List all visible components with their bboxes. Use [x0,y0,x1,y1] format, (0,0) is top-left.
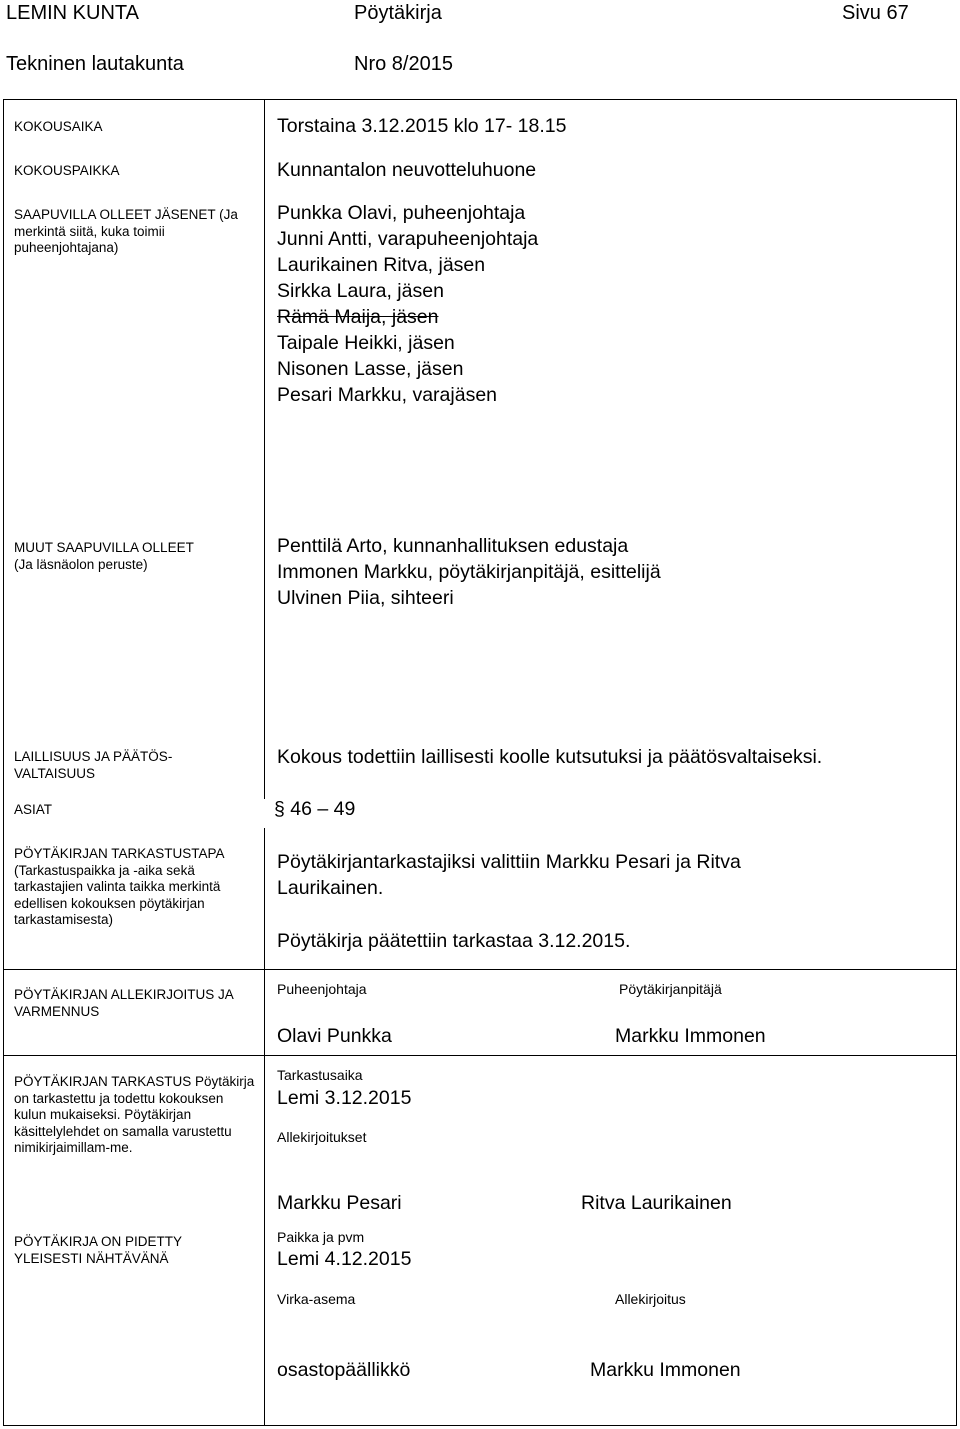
public-position-label: Virka-asema [277,1291,356,1307]
members-label: SAAPUVILLA OLLEET JÄSENET (Ja merkintä siitä, kuka toimii puheenjohtajana) [14,207,238,255]
other-item: Penttilä Arto, kunnanhallituksen edustaja [277,535,629,557]
row-divider-signature [3,969,957,970]
column-divider-bottom [264,828,265,1426]
meeting-place-label: KOKOUSPAIKKA [14,163,120,178]
meeting-time-label: KOKOUSAIKA [14,119,103,134]
review-method-label: PÖYTÄKIRJAN TARKASTUSTAPA (Tarkastuspaikka ja -aika sekä tarkastajien valinta taikka merkintä edellisen kokouksen pöytäkirjan tarkastamisesta) [14,846,224,927]
review-method-value-2: Pöytäkirja päätettiin tarkastaa 3.12.2015. [277,930,631,952]
review-method-value-1: Pöytäkirjantarkastajiksi valittiin Markku Pesari ja Ritva Laurikainen. [277,851,741,899]
public-signature-label: Allekirjoitus [615,1291,686,1307]
public-place-label: Paikka ja pvm [277,1229,365,1245]
org-name: LEMIN KUNTA [6,2,139,24]
others-label [14,540,194,573]
review-signatures-label: Allekirjoitukset [277,1129,367,1145]
member-item: Punkka Olavi, puheenjohtaja [277,202,526,224]
public-signature-value: Markku Immonen [590,1359,741,1381]
items-value: § 46 – 49 [274,798,356,820]
legality-label: LAILLISUUS JA PÄÄTÖS-VALTAISUUS [14,749,173,781]
other-item: Ulvinen Piia, sihteeri [277,587,454,609]
page-number: Sivu 67 [842,2,909,24]
review-time-value: Lemi 3.12.2015 [277,1087,412,1109]
members-list [277,200,538,408]
review-time-label: Tarkastusaika [277,1067,363,1083]
meeting-place-value: Kunnantalon neuvotteluhuone [277,159,537,181]
member-item: Taipale Heikki, jäsen [277,332,455,354]
review-label: PÖYTÄKIRJAN TARKASTUS Pöytäkirja on tarkastettu ja todettu kokouksen kulun mukaiseksi. Pöytäkirjan käsittelylehdet on samalla varustettu nimikirjaimillam-me. [14,1074,255,1155]
table-bottom-border [3,1425,957,1426]
member-item: Nisonen Lasse, jäsen [277,358,464,380]
chair-label: Puheenjohtaja [277,981,367,997]
table-left-border [3,99,4,1426]
review-signer-2: Ritva Laurikainen [581,1192,732,1214]
items-label: ASIAT [14,802,53,817]
legality-value: Kokous todettiin laillisesti koolle kutsutuksi ja päätösvaltaiseksi. [277,746,823,768]
member-item: Sirkka Laura, jäsen [277,280,444,302]
chair-name: Olavi Punkka [277,1025,392,1047]
secretary-name: Markku Immonen [615,1025,766,1047]
meeting-number: Nro 8/2015 [354,53,453,75]
doc-type: Pöytäkirja [354,2,442,24]
others-label-line: MUUT SAAPUVILLA OLLEET [14,540,194,555]
review-signer-1: Markku Pesari [277,1192,402,1214]
column-divider-top [264,99,265,799]
other-item: Immonen Markku, pöytäkirjanpitäjä, esittelijä [277,561,661,583]
member-item: Pesari Markku, varajäsen [277,384,498,406]
committee-name: Tekninen lautakunta [6,53,184,75]
meeting-time-value: Torstaina 3.12.2015 klo 17- 18.15 [277,115,567,137]
member-item: Laurikainen Ritva, jäsen [277,254,486,276]
member-item: Junni Antti, varapuheenjohtaja [277,228,539,250]
member-item-absent: Rämä Maija, jäsen [277,306,439,328]
others-list [277,533,661,611]
table-right-border [956,99,957,1426]
public-label: PÖYTÄKIRJA ON PIDETTY YLEISESTI NÄHTÄVÄNÄ [14,1234,182,1266]
secretary-label: Pöytäkirjanpitäjä [619,981,722,997]
row-divider-review [3,1055,957,1056]
table-top-border [3,99,957,100]
public-position-value: osastopäällikkö [277,1359,411,1381]
signature-label: PÖYTÄKIRJAN ALLEKIRJOITUS JA VARMENNUS [14,987,234,1019]
others-label-line: (Ja läsnäolon peruste) [14,556,148,572]
public-place-value: Lemi 4.12.2015 [277,1248,412,1270]
